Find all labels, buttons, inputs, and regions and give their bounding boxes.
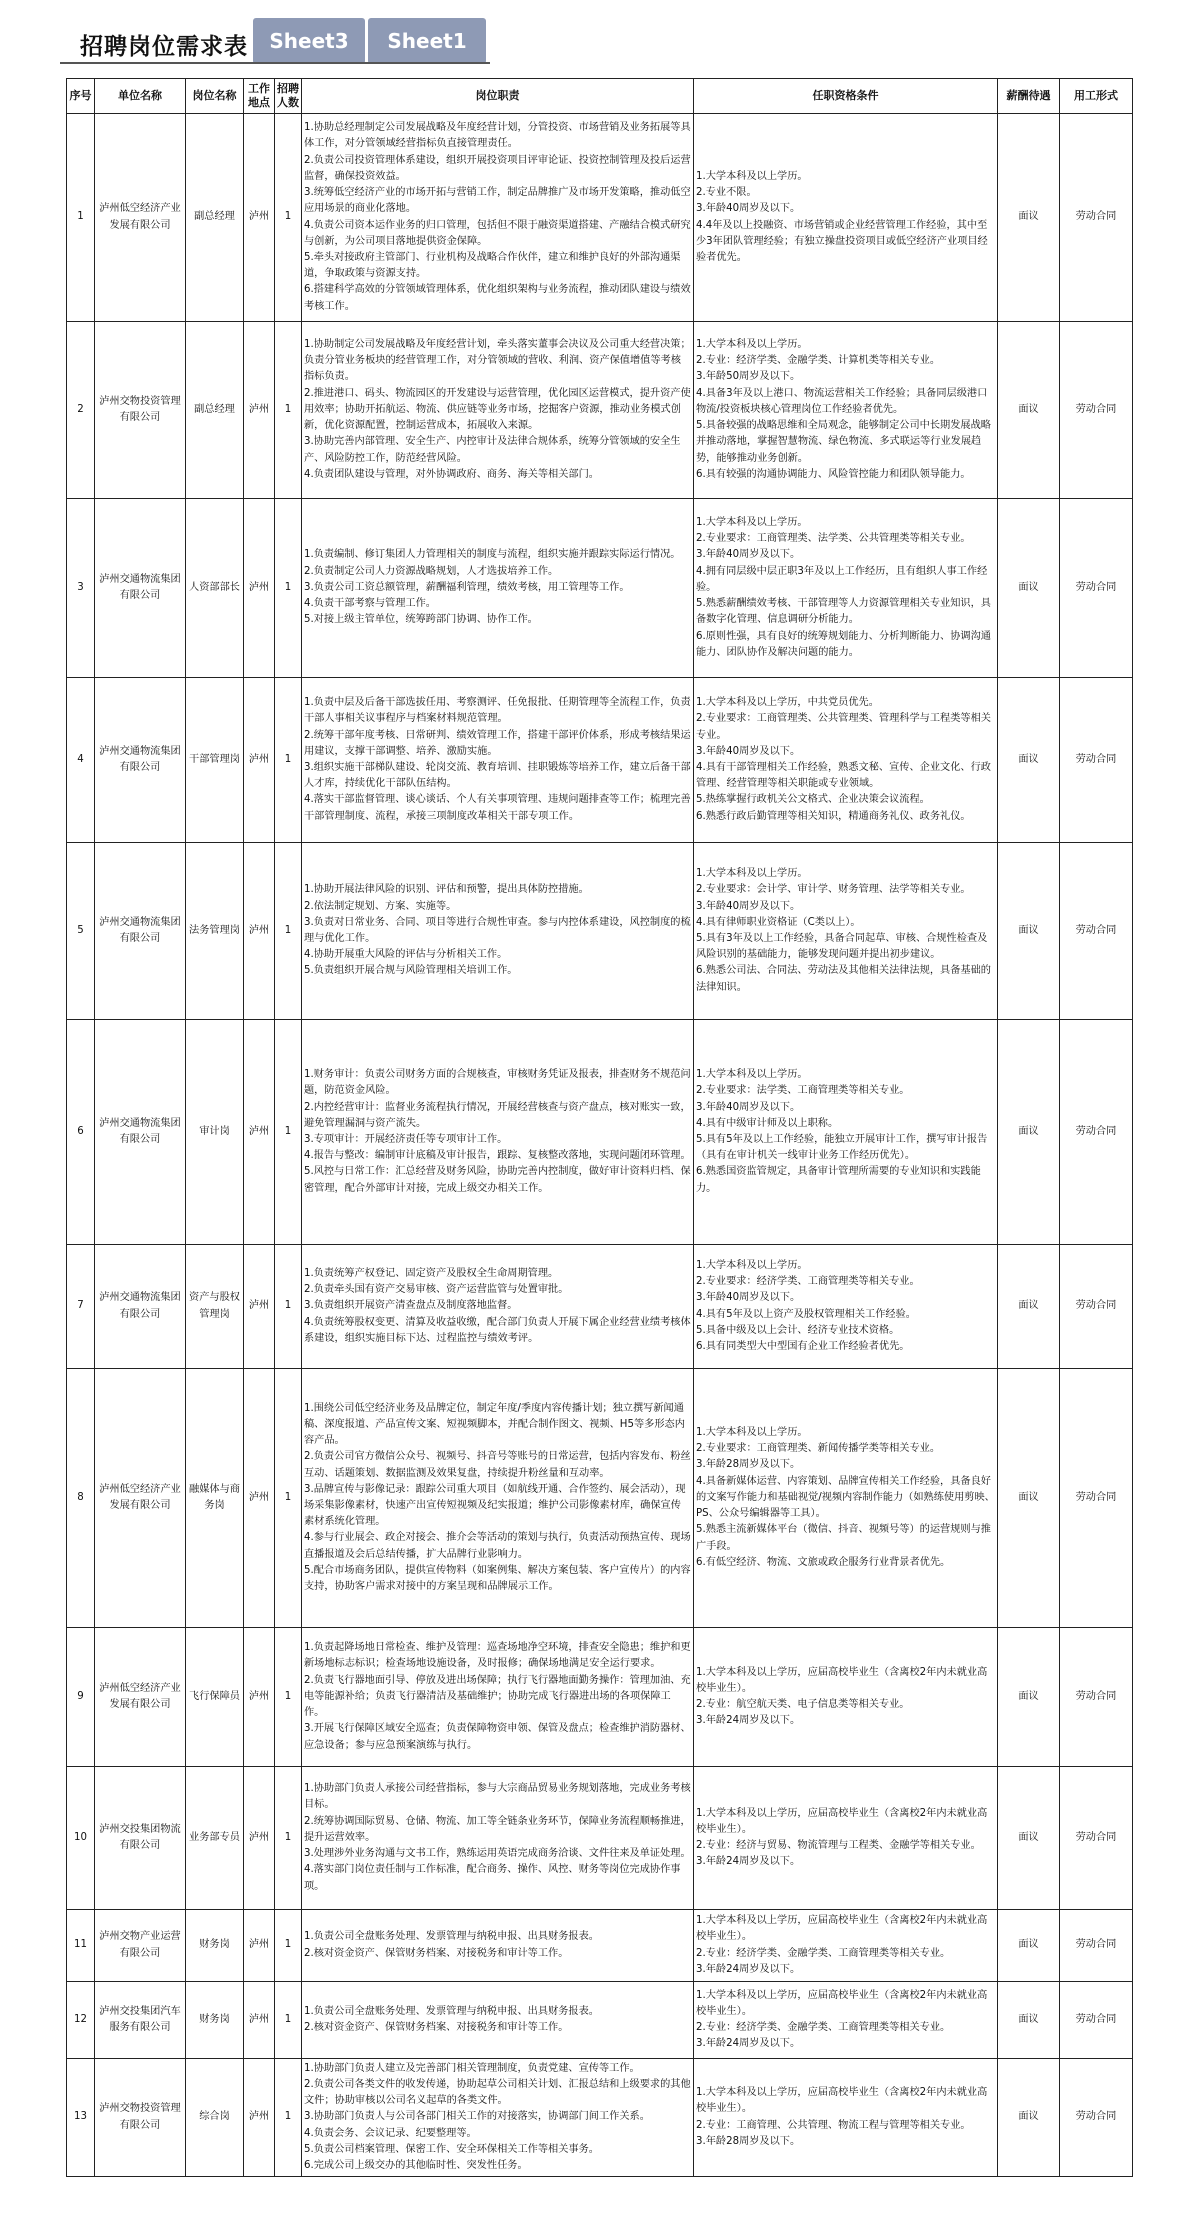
duty-item: 3.统筹低空经济产业的市场开拓与营销工作，制定品牌推广及市场开发策略，推动低空应用场景的商业化落地。 xyxy=(304,187,691,215)
cell-employment[interactable]: 劳动合同 xyxy=(1060,843,1133,1020)
cell-no[interactable]: 11 xyxy=(67,1910,95,1982)
qualification-item: 3.年龄40周岁及以下。 xyxy=(696,203,801,215)
cell-location[interactable]: 泸州 xyxy=(244,1767,275,1910)
qualification-item: 2.专业要求：法学类、工商管理类等相关专业。 xyxy=(696,1085,910,1097)
qualification-item: 1.大学本科及以上学历。 xyxy=(696,339,808,351)
qualification-item: 2.专业：经济学类、金融学类、工商管理类等相关专业。 xyxy=(696,2022,951,2033)
cell-qualifications[interactable] xyxy=(694,843,998,1020)
cell-unit[interactable]: 泸州低空经济产业发展有限公司 xyxy=(95,1369,186,1628)
qualification-item: 1.大学本科及以上学历。 xyxy=(696,170,808,182)
qualification-item: 2.专业要求：经济学类、工商管理类等相关专业。 xyxy=(696,1276,920,1288)
sheet-title: 招聘岗位需求表 xyxy=(80,34,248,60)
cell-count[interactable]: 1 xyxy=(275,1020,302,1245)
qualification-item: 6.具有同类型大中型国有企业工作经验者优先。 xyxy=(696,1340,910,1352)
qualification-item: 6.熟悉行政后勤管理等相关知识，精通商务礼仪、政务礼仪。 xyxy=(696,810,971,822)
table-header-row xyxy=(67,79,1133,114)
cell-pay[interactable]: 面议 xyxy=(998,499,1060,678)
duty-item: 2.负责制定公司人力资源战略规划，人才选拔培养工作。 xyxy=(304,565,559,577)
cell-unit[interactable]: 泸州交物产业运营有限公司 xyxy=(95,1910,186,1982)
duty-item: 1.负责起降场地日常检查、维护及管理：巡查场地净空环境，排查安全隐患；维护和更新场地标志标识；检查场地设施设备，及时报修；确保场地满足安全运行要求。 xyxy=(304,1642,691,1670)
cell-count[interactable]: 1 xyxy=(275,322,302,499)
cell-unit[interactable]: 泸州交物投资管理有限公司 xyxy=(95,322,186,499)
cell-count[interactable]: 1 xyxy=(275,1628,302,1767)
cell-no[interactable]: 13 xyxy=(67,2059,95,2177)
cell-employment[interactable]: 劳动合同 xyxy=(1060,1982,1133,2059)
cell-duties[interactable] xyxy=(302,1369,694,1628)
table-body xyxy=(67,114,1133,2177)
duty-item: 3.品牌宣传与影像记录：跟踪公司重大项目（如航线开通、合作签约、展会活动），现场采集影像素材，快速产出宣传短视频及纪实报道；维护公司影像素材库，确保宣传素材系统化管理。 xyxy=(304,1483,686,1528)
qualification-item: 3.年龄24周岁及以下。 xyxy=(696,2038,801,2050)
duty-item: 2.负责公司各类文件的收发传递，协助起草公司相关计划、汇报总结和上级要求的其他文件；协助审核以公司名义起草的各类文件。 xyxy=(304,2078,691,2107)
qualification-item: 3.年龄40周岁及以下。 xyxy=(696,745,801,757)
duty-item: 2.核对资金资产、保管财务档案、对接税务和审计等工作。 xyxy=(304,1947,569,1959)
cell-duties[interactable] xyxy=(302,114,694,322)
cell-employment[interactable]: 劳动合同 xyxy=(1060,322,1133,499)
qualification-item: 6.原则性强，具有良好的统筹规划能力、分析判断能力、协调沟通能力、团队协作及解决问题的能力。 xyxy=(696,630,991,658)
qualification-item: 5.具有3年及以上工作经验，具备合同起草、审核、合规性检查及风险识别的基础能力，能够发现问题并提出初步建议。 xyxy=(696,933,988,961)
col-header-qualifications: 任职资格条件 xyxy=(694,79,998,114)
qualification-item: 3.年龄28周岁及以下。 xyxy=(696,1459,801,1471)
qualification-item: 2.专业不限。 xyxy=(696,187,757,199)
cell-employment[interactable]: 劳动合同 xyxy=(1060,1910,1133,1982)
duty-item: 2.依法制定规划、方案、实施等。 xyxy=(304,900,457,912)
duty-item: 3.负责公司工资总额管理，薪酬福利管理，绩效考核，用工管理等工作。 xyxy=(304,581,630,593)
cell-duties[interactable] xyxy=(302,499,694,678)
cell-employment[interactable]: 劳动合同 xyxy=(1060,1767,1133,1910)
cell-employment[interactable]: 劳动合同 xyxy=(1060,499,1133,678)
cell-count[interactable]: 1 xyxy=(275,678,302,843)
qualification-item: 6.有低空经济、物流、文旅或政企服务行业背景者优先。 xyxy=(696,1556,951,1568)
qualification-item: 3.年龄24周岁及以下。 xyxy=(696,1715,801,1727)
duty-item: 4.负责公司资本运作业务的归口管理，包括但不限于融资渠道搭建、产融结合模式研究与创新，为公司项目落地提供资金保障。 xyxy=(304,219,691,247)
qualification-item: 1.大学本科及以上学历，中共党员优先。 xyxy=(696,697,879,709)
cell-location[interactable]: 泸州 xyxy=(244,1369,275,1628)
cell-location[interactable]: 泸州 xyxy=(244,499,275,678)
duty-item: 4.协助开展重大风险的评估与分析相关工作。 xyxy=(304,949,508,961)
cell-location[interactable]: 泸州 xyxy=(244,1628,275,1767)
cell-pay[interactable]: 面议 xyxy=(998,322,1060,499)
qualification-item: 4.具有中级审计师及以上职称。 xyxy=(696,1117,839,1129)
cell-no[interactable]: 2 xyxy=(67,322,95,499)
cell-post[interactable]: 综合岗 xyxy=(186,2059,244,2177)
cell-post[interactable]: 财务岗 xyxy=(186,1982,244,2059)
cell-unit[interactable]: 泸州交投集团汽车服务有限公司 xyxy=(95,1982,186,2059)
cell-no[interactable]: 5 xyxy=(67,843,95,1020)
qualification-item: 1.大学本科及以上学历。 xyxy=(696,1427,808,1439)
duty-item: 2.核对资金资产、保管财务档案、对接税务和审计等工作。 xyxy=(304,2022,569,2033)
duty-item: 3.专项审计：开展经济责任等专项审计工作。 xyxy=(304,1134,508,1145)
qualification-item: 5.熟悉主流新媒体平台（微信、抖音、视频号等）的运营规则与推广手段。 xyxy=(696,1524,991,1552)
duty-item: 6.完成公司上级交办的其他临时性、突发性任务。 xyxy=(304,2160,528,2171)
title-underline xyxy=(60,62,490,64)
duty-item: 5.对接上级主管单位，统筹跨部门协调、协作工作。 xyxy=(304,614,538,626)
col-header-no: 序号 xyxy=(67,79,95,114)
cell-post[interactable]: 飞行保障员 xyxy=(186,1628,244,1767)
col-header-pay: 薪酬待遇 xyxy=(998,79,1060,114)
qualification-item: 5.具备中级及以上会计、经济专业技术资格。 xyxy=(696,1324,900,1336)
qualification-item: 5.热练掌握行政机关公文格式、企业决策会议流程。 xyxy=(696,794,930,806)
cell-count[interactable]: 1 xyxy=(275,1910,302,1982)
duty-item: 3.开展飞行保障区域安全巡查；负责保障物资申领、保管及盘点；检查维护消防器材、应急设备；参与应急预案演练与执行。 xyxy=(304,1723,691,1751)
duty-item: 5.负责公司档案管理、保密工作、安全环保相关工作等相关事务。 xyxy=(304,2143,599,2155)
table-row xyxy=(67,1982,1133,2059)
qualification-item: 2.专业：工商管理、公共管理、物流工程与管理等相关专业。 xyxy=(696,2119,971,2131)
duty-item: 4.落实干部监督管理、谈心谈话、个人有关事项管理、违规问题排查等工作；梳理完善干部管理制度、流程，承接三项制度改革相关干部专项工作。 xyxy=(304,794,691,822)
cell-qualifications[interactable] xyxy=(694,322,998,499)
duty-item: 4.负责团队建设与管理，对外协调政府、商务、海关等相关部门。 xyxy=(304,468,599,480)
duty-item: 5.风控与日常工作：汇总经营及财务风险，协助完善内控制度，做好审计资料归档、保密管理，配合外部审计对接，完成上级交办相关工作。 xyxy=(304,1166,691,1194)
cell-post[interactable]: 干部管理岗 xyxy=(186,678,244,843)
qualification-item: 3.年龄24周岁及以下。 xyxy=(696,1963,801,1975)
cell-count[interactable]: 1 xyxy=(275,843,302,1020)
cell-duties[interactable] xyxy=(302,1982,694,2059)
cell-location[interactable]: 泸州 xyxy=(244,1245,275,1369)
qualification-item: 4.具备新媒体运营、内容策划、品牌宣传相关工作经验，具备良好的文案写作能力和基础视觉/视频内容制作能力（如熟练使用剪映、PS、公众号编辑器等工具）。 xyxy=(696,1475,995,1520)
duty-item: 5.牵头对接政府主管部门、行业机构及战略合作伙伴，建立和维护良好的外部沟通渠道，争取政策与资源支持。 xyxy=(304,251,681,280)
qualification-item: 5.具有5年及以上工作经验，能独立开展审计工作，撰写审计报告（具有在审计机关一线审计业务工作经历优先）。 xyxy=(696,1134,988,1162)
cell-employment[interactable]: 劳动合同 xyxy=(1060,2059,1133,2177)
qualification-item: 1.大学本科及以上学历，应届高校毕业生（含离校2年内未就业高校毕业生）。 xyxy=(696,1807,988,1835)
duty-item: 1.负责公司全盘账务处理、发票管理与纳税申报、出具财务报表。 xyxy=(304,1931,599,1943)
cell-duties[interactable] xyxy=(302,678,694,843)
duty-item: 3.组织实施干部梯队建设、轮岗交流、教育培训、挂职锻炼等培养工作，建立后备干部人才库，持续优化干部队伍结构。 xyxy=(304,762,691,790)
qualification-item: 5.熟悉薪酬绩效考核、干部管理等人力资源管理相关专业知识，具备数字化管理、信息调研分析能力。 xyxy=(696,598,991,626)
duty-item: 2.统筹干部年度考核、日常研判、绩效管理工作，搭建干部评价体系，形成考核结果运用建议，支撑干部调整、培养、激励实施。 xyxy=(304,729,691,757)
qualification-item: 3.年龄50周岁及以下。 xyxy=(696,371,801,383)
cell-qualifications[interactable] xyxy=(694,1767,998,1910)
qualification-item: 6.熟悉国资监管规定，具备审计管理所需要的专业知识和实践能力。 xyxy=(696,1166,981,1194)
qualification-item: 1.大学本科及以上学历。 xyxy=(696,517,808,529)
duty-item: 1.负责中层及后备干部选拔任用、考察测评、任免报批、任期管理等全流程工作，负责干部人事相关议事程序与档案材料规范管理。 xyxy=(304,697,691,725)
duty-item: 2.内控经营审计：监督业务流程执行情况，开展经营核查与资产盘点，核对账实一致，避免管理漏洞与资产流失。 xyxy=(304,1101,691,1129)
table-row xyxy=(67,2059,1133,2177)
tab-sheet1[interactable]: Sheet1 xyxy=(368,18,486,64)
cell-post[interactable]: 法务管理岗 xyxy=(186,843,244,1020)
qualification-item: 3.年龄40周岁及以下。 xyxy=(696,549,801,561)
cell-location[interactable]: 泸州 xyxy=(244,1910,275,1982)
cell-location[interactable]: 泸州 xyxy=(244,843,275,1020)
duty-item: 2.统筹协调国际贸易、仓储、物流、加工等全链条业务环节，保障业务流程顺畅推进，提升运营效率。 xyxy=(304,1815,691,1843)
cell-count[interactable]: 1 xyxy=(275,1982,302,2059)
sheet-header xyxy=(0,0,1179,76)
cell-qualifications[interactable] xyxy=(694,678,998,843)
cell-count[interactable]: 1 xyxy=(275,1245,302,1369)
cell-employment[interactable]: 劳动合同 xyxy=(1060,1020,1133,1245)
cell-count[interactable]: 1 xyxy=(275,2059,302,2177)
cell-no[interactable]: 1 xyxy=(67,114,95,322)
duty-item: 4.负责会务、会议记录、纪要整理等。 xyxy=(304,2127,477,2139)
cell-pay[interactable]: 面议 xyxy=(998,1767,1060,1910)
col-header-post: 岗位名称 xyxy=(186,79,244,114)
table-row xyxy=(67,1020,1133,1245)
cell-unit[interactable]: 泸州交通物流集团有限公司 xyxy=(95,1020,186,1245)
cell-qualifications[interactable] xyxy=(694,1910,998,1982)
qualification-item: 1.大学本科及以上学历。 xyxy=(696,1069,808,1081)
duty-item: 3.处理涉外业务沟通与文书工作，熟练运用英语完成商务洽谈、文件往来及单证处理。 xyxy=(304,1848,691,1860)
duty-item: 1.协助制定公司发展战略及年度经营计划，牵头落实董事会决议及公司重大经营决策；负责分管业务板块的经营管理工作，对分管领域的营收、利润、资产保值增值等考核指标负责。 xyxy=(304,339,691,383)
cell-location[interactable]: 泸州 xyxy=(244,1020,275,1245)
cell-unit[interactable]: 泸州交物投资管理有限公司 xyxy=(95,2059,186,2177)
cell-unit[interactable]: 泸州交通物流集团有限公司 xyxy=(95,1245,186,1369)
cell-pay[interactable]: 面议 xyxy=(998,1982,1060,2059)
table-row xyxy=(67,1910,1133,1982)
cell-no[interactable]: 12 xyxy=(67,1982,95,2059)
qualification-item: 4.具备3年及以上港口、物流运营相关工作经验；具备同层级港口物流/投资板块核心管理岗位工作经验者优先。 xyxy=(696,387,988,415)
table-row xyxy=(67,499,1133,678)
qualification-item: 3.年龄24周岁及以下。 xyxy=(696,1856,801,1868)
qualification-item: 2.专业要求：会计学、审计学、财务管理、法学等相关专业。 xyxy=(696,884,971,896)
qualification-item: 1.大学本科及以上学历。 xyxy=(696,868,808,880)
cell-count[interactable]: 1 xyxy=(275,1767,302,1910)
duty-item: 4.落实部门岗位责任制与工作标准，配合商务、操作、风控、财务等岗位完成协作事项。 xyxy=(304,1864,681,1892)
qualification-item: 1.大学本科及以上学历，应届高校毕业生（含离校2年内未就业高校毕业生）。 xyxy=(696,1989,988,2017)
qualification-item: 1.大学本科及以上学历，应届高校毕业生（含离校2年内未就业高校毕业生）。 xyxy=(696,2087,988,2115)
cell-employment[interactable]: 劳动合同 xyxy=(1060,1628,1133,1767)
cell-pay[interactable]: 面议 xyxy=(998,1910,1060,1982)
duty-item: 2.负责公司投资管理体系建设，组织开展投资项目评审论证、投资控制管理及投后运营监督，确保投资效益。 xyxy=(304,154,691,182)
qualification-item: 3.年龄28周岁及以下。 xyxy=(696,2135,801,2147)
cell-location[interactable]: 泸州 xyxy=(244,1982,275,2059)
qualification-item: 1.大学本科及以上学历，应届高校毕业生（含离校2年内未就业高校毕业生）。 xyxy=(696,1666,988,1694)
qualification-item: 4.具有5年及以上资产及股权管理相关工作经验。 xyxy=(696,1308,916,1320)
qualification-item: 4.4年及以上投融资、市场营销或企业经营管理工作经验，其中至少3年团队管理经验；有独立操盘投资项目或低空经济产业项目经验者优先。 xyxy=(696,219,988,263)
cell-no[interactable]: 3 xyxy=(67,499,95,678)
qualification-item: 2.专业：经济与贸易、物流管理与工程类、金融学等相关专业。 xyxy=(696,1840,981,1851)
duty-item: 2.负责公司官方微信公众号、视频号、抖音号等账号的日常运营，包括内容发布、粉丝互动、话题策划、数据监测及效果复盘，持续提升粉丝量和互动率。 xyxy=(304,1451,691,1479)
duty-item: 4.负责统筹股权变更、清算及收益收缴，配合部门负责人开展下属企业经营业绩考核体系建设，组织实施目标下达、过程监控与绩效考评。 xyxy=(304,1316,691,1344)
cell-qualifications[interactable] xyxy=(694,2059,998,2177)
cell-post[interactable]: 资产与股权管理岗 xyxy=(186,1245,244,1369)
cell-qualifications[interactable] xyxy=(694,1245,998,1369)
duty-item: 3.负责组织开展资产清查盘点及制度落地监督。 xyxy=(304,1300,518,1312)
qualification-item: 2.专业：经济学类、金融学类、工商管理类等相关专业。 xyxy=(696,1947,951,1959)
cell-no[interactable]: 7 xyxy=(67,1245,95,1369)
cell-duties[interactable] xyxy=(302,843,694,1020)
col-header-location: 工作地点 xyxy=(244,79,275,114)
cell-employment[interactable]: 劳动合同 xyxy=(1060,114,1133,322)
cell-employment[interactable]: 劳动合同 xyxy=(1060,1245,1133,1369)
cell-count[interactable]: 1 xyxy=(275,499,302,678)
table-row xyxy=(67,1245,1133,1369)
cell-qualifications[interactable] xyxy=(694,1628,998,1767)
cell-location[interactable]: 泸州 xyxy=(244,114,275,322)
cell-count[interactable]: 1 xyxy=(275,114,302,322)
cell-count[interactable]: 1 xyxy=(275,1369,302,1628)
cell-no[interactable]: 6 xyxy=(67,1020,95,1245)
qualification-item: 6.具有较强的沟通协调能力、风险管控能力和团队领导能力。 xyxy=(696,468,971,480)
cell-post[interactable]: 人资部部长 xyxy=(186,499,244,678)
qualification-item: 2.专业要求：工商管理类、法学类、公共管理类等相关专业。 xyxy=(696,533,971,545)
duty-item: 1.财务审计：负责公司财务方面的合规核查，审核财务凭证及报表，排查财务不规范问题，防范资金风险。 xyxy=(304,1069,691,1097)
qualification-item: 1.大学本科及以上学历。 xyxy=(696,1259,808,1271)
duty-item: 1.协助总经理制定公司发展战略及年度经营计划，分管投资、市场营销及业务拓展等具体工作，对分管领域经营指标负直接管理责任。 xyxy=(304,122,691,150)
cell-pay[interactable]: 面议 xyxy=(998,114,1060,322)
cell-unit[interactable]: 泸州交通物流集团有限公司 xyxy=(95,678,186,843)
duty-item: 2.负责飞行器地面引导、停放及进出场保障；执行飞行器地面勤务操作：管理加油、充电等能源补给；负责飞行器清洁及基础维护；协助完成飞行器进出场的各项保障工作。 xyxy=(304,1674,691,1719)
table-row xyxy=(67,114,1133,322)
duty-item: 1.负责公司全盘账务处理、发票管理与纳税申报、出具财务报表。 xyxy=(304,2005,599,2017)
tab-sheet3[interactable]: Sheet3 xyxy=(253,18,365,64)
cell-qualifications[interactable] xyxy=(694,499,998,678)
cell-duties[interactable] xyxy=(302,2059,694,2177)
duty-item: 3.负责对日常业务、合同、项目等进行合规性审查。参与内控体系建设，风控制度的梳理与优化工作。 xyxy=(304,916,691,944)
qualification-item: 1.大学本科及以上学历，应届高校毕业生（含离校2年内未就业高校毕业生）。 xyxy=(696,1915,988,1943)
table-row xyxy=(67,678,1133,843)
cell-pay[interactable]: 面议 xyxy=(998,1020,1060,1245)
cell-duties[interactable] xyxy=(302,1910,694,1982)
qualification-item: 4.具有律师职业资格证（C类以上）。 xyxy=(696,916,861,928)
duty-item: 1.协助开展法律风险的识别、评估和预警，提出具体防控措施。 xyxy=(304,884,589,896)
duty-item: 4.参与行业展会、政企对接会、推介会等活动的策划与执行，负责活动预热宣传、现场直播报道及会后总结传播，扩大品牌行业影响力。 xyxy=(304,1532,691,1560)
recruitment-table xyxy=(66,78,1133,2177)
cell-unit[interactable]: 泸州交投集团物流有限公司 xyxy=(95,1767,186,1910)
qualification-item: 4.拥有同层级中层正职3年及以上工作经历，且有组织人事工作经验。 xyxy=(696,565,988,593)
qualification-item: 4.具有干部管理相关工作经验，熟悉文秘、宣传、企业文化、行政管理、经营管理等相关职能或专业领域。 xyxy=(696,762,991,790)
col-header-unit: 单位名称 xyxy=(95,79,186,114)
cell-qualifications[interactable] xyxy=(694,1369,998,1628)
cell-pay[interactable]: 面议 xyxy=(998,1245,1060,1369)
col-header-duties: 岗位职责 xyxy=(302,79,694,114)
duty-item: 5.负责组织开展合规与风险管理相关培训工作。 xyxy=(304,965,518,977)
qualification-item: 2.专业要求：工商管理类、公共管理类、管理科学与工程类等相关专业。 xyxy=(696,713,991,741)
cell-post[interactable]: 财务岗 xyxy=(186,1910,244,1982)
duty-item: 1.负责统筹产权登记、固定资产及股权全生命周期管理。 xyxy=(304,1267,559,1279)
duty-item: 5.配合市场商务团队，提供宣传物料（如案例集、解决方案包装、客户宣传片）的内容支持，协助客户需求对接中的方案呈现和品牌展示工作。 xyxy=(304,1564,691,1593)
cell-duties[interactable] xyxy=(302,1767,694,1910)
table-row xyxy=(67,1369,1133,1628)
cell-qualifications[interactable] xyxy=(694,114,998,322)
cell-pay[interactable]: 面议 xyxy=(998,1628,1060,1767)
duty-item: 2.负责牵头国有资产交易审核、资产运营监管与处置审批。 xyxy=(304,1284,569,1296)
cell-employment[interactable]: 劳动合同 xyxy=(1060,1369,1133,1628)
duty-item: 6.搭建科学高效的分管领域管理体系，优化组织架构与业务流程，推动团队建设与绩效考核工作。 xyxy=(304,284,691,312)
cell-employment[interactable]: 劳动合同 xyxy=(1060,678,1133,843)
qualification-item: 5.具备较强的战略思维和全局观念，能够制定公司中长期发展战略并推动落地，掌握智慧物流、绿色物流、多式联运等行业发展趋势，能够推动业务创新。 xyxy=(696,420,991,464)
table-row xyxy=(67,1628,1133,1767)
duty-item: 2.推进港口、码头、物流园区的开发建设与运营管理，优化园区运营模式，提升资产使用效率；协助开拓航运、物流、供应链等业务市场，挖掘客户资源，推动业务模式创新，优化资源配置，控制运营成本，拓展收入来源。 xyxy=(304,387,691,432)
cell-qualifications[interactable] xyxy=(694,1982,998,2059)
qualification-item: 2.专业：航空航天类、电子信息类等相关专业。 xyxy=(696,1699,910,1710)
cell-unit[interactable]: 泸州低空经济产业发展有限公司 xyxy=(95,114,186,322)
cell-duties[interactable] xyxy=(302,322,694,499)
cell-post[interactable]: 业务部专员 xyxy=(186,1767,244,1910)
cell-duties[interactable] xyxy=(302,1245,694,1369)
cell-no[interactable]: 9 xyxy=(67,1628,95,1767)
cell-no[interactable]: 8 xyxy=(67,1369,95,1628)
cell-unit[interactable]: 泸州低空经济产业发展有限公司 xyxy=(95,1628,186,1767)
col-header-employment: 用工形式 xyxy=(1060,79,1133,114)
cell-qualifications[interactable] xyxy=(694,1020,998,1245)
duty-item: 4.报告与整改：编制审计底稿及审计报告，跟踪、复核整改落地，实现问题闭环管理。 xyxy=(304,1150,691,1162)
qualification-item: 2.专业：经济学类、金融学类、计算机类等相关专业。 xyxy=(696,355,941,367)
duty-item: 1.协助部门负责人建立及完善部门相关管理制度，负责党建、宣传等工作。 xyxy=(304,2062,640,2074)
cell-unit[interactable]: 泸州交通物流集团有限公司 xyxy=(95,499,186,678)
cell-post[interactable]: 审计岗 xyxy=(186,1020,244,1245)
cell-location[interactable]: 泸州 xyxy=(244,678,275,843)
duty-item: 1.协助部门负责人承接公司经营指标，参与大宗商品贸易业务规划落地，完成业务考核目标。 xyxy=(304,1783,691,1811)
qualification-item: 2.专业要求：工商管理类、新闻传播学类等相关专业。 xyxy=(696,1443,941,1455)
duty-item: 1.围绕公司低空经济业务及品牌定位，制定年度/季度内容传播计划；独立撰写新闻通稿、深度报道、产品宣传文案、短视频脚本，并配合制作图文、视频、H5等多形态内容产品。 xyxy=(304,1402,685,1447)
table-row xyxy=(67,322,1133,499)
duty-item: 4.负责干部考察与管理工作。 xyxy=(304,598,436,610)
duty-item: 3.协助完善内部管理、安全生产、内控审计及法律合规体系，统筹分管领域的安全生产、风险防控工作，防范经营风险。 xyxy=(304,436,681,464)
duty-item: 1.负责编制、修订集团人力管理相关的制度与流程，组织实施并跟踪实际运行情况。 xyxy=(304,549,681,561)
cell-duties[interactable] xyxy=(302,1628,694,1767)
cell-no[interactable]: 4 xyxy=(67,678,95,843)
qualification-item: 3.年龄40周岁及以下。 xyxy=(696,1292,801,1304)
qualification-item: 3.年龄40周岁及以下。 xyxy=(696,900,801,912)
cell-post[interactable]: 副总经理 xyxy=(186,322,244,499)
cell-no[interactable]: 10 xyxy=(67,1767,95,1910)
col-header-count: 招聘人数 xyxy=(275,79,302,114)
qualification-item: 6.熟悉公司法、合同法、劳动法及其他相关法律法规，具备基础的法律知识。 xyxy=(696,965,991,993)
qualification-item: 3.年龄40周岁及以下。 xyxy=(696,1101,801,1113)
cell-pay[interactable]: 面议 xyxy=(998,843,1060,1020)
duty-item: 3.协助部门负责人与公司各部门相关工作的对接落实，协调部门间工作关系。 xyxy=(304,2111,650,2123)
cell-pay[interactable]: 面议 xyxy=(998,678,1060,843)
cell-unit[interactable]: 泸州交通物流集团有限公司 xyxy=(95,843,186,1020)
cell-post[interactable]: 副总经理 xyxy=(186,114,244,322)
cell-post[interactable]: 融媒体与商务岗 xyxy=(186,1369,244,1628)
cell-pay[interactable]: 面议 xyxy=(998,1369,1060,1628)
cell-duties[interactable] xyxy=(302,1020,694,1245)
table-row xyxy=(67,843,1133,1020)
table-row xyxy=(67,1767,1133,1910)
cell-location[interactable]: 泸州 xyxy=(244,322,275,499)
cell-pay[interactable]: 面议 xyxy=(998,2059,1060,2177)
cell-location[interactable]: 泸州 xyxy=(244,2059,275,2177)
